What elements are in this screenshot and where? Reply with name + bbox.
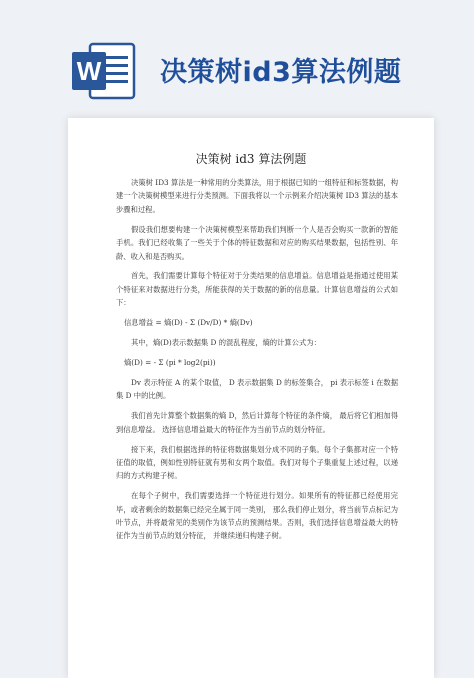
paragraph: 我们首先计算整个数据集的熵 D，然后计算每个特征的条件熵， 最后将它们相加得到信息增益。 选择信息增益最大的特征作为当前节点的划分特征。 — [116, 411, 398, 434]
document-page — [68, 118, 434, 678]
document-body — [116, 176, 398, 549]
paragraph: 假设我们想要构建一个决策树模型来帮助我们判断一个人是否会购买一款新的智能手机。我们已经收集了一些关于个体的特征数据和对应的购买结果数据，包括性别、年龄、收入和是否购买。 — [116, 224, 398, 261]
paragraph: 首先，我们需要计算每个特征对于分类结果的信息增益。信息增益是指通过使用某个特征来对数据进行分类，所能获得的关于数据的新的信息量。计算信息增益的公式如下： — [116, 271, 398, 308]
paragraph: 接下来，我们根据选择的特征将数据集划分成不同的子集。每个子集都对应一个特征值的取值，例如性别特征就有男和女两个取值。我们对每个子集重复上述过程，以递归的方式构建子树。 — [116, 444, 398, 481]
paragraph: 其中，熵(D)表示数据集 D 的混乱程度，熵的计算公式为： — [131, 338, 321, 348]
banner — [0, 0, 474, 120]
paragraph: 在每个子树中，我们需要选择一个特征进行划分。如果所有的特征都已经使用完毕，或者剩余的数据集已经完全属于同一类别， 那么我们停止划分，将当前节点标记为叶节点，并将最常见的类别作为该节点的预测结果。否则，我们选择信息增益最大的特征作为当前节点的划分特征， 并继续递归构建子树。 — [116, 491, 398, 541]
word-letter: W — [76, 56, 102, 86]
paragraph: 决策树 ID3 算法是一种常用的分类算法，用于根据已知的一组特征和标签数据，构建一个决策树模型来进行分类预测。下面我将以一个示例来介绍决策树 ID3 算法的基本步骤和过程。 — [116, 178, 398, 214]
word-document-icon — [70, 42, 136, 100]
paragraph: Dv 表示特征 A 的某个取值， D 表示数据集 D 的标签集合， pi 表示标签 i 在数据集 D 中的比例。 — [116, 377, 398, 401]
banner-title: 决策树id3算法例题 — [160, 57, 402, 88]
formula-information-gain: 信息增益 = 熵(D) - Σ (Dv/D) * 熵(Dv) — [124, 318, 253, 328]
document-title: 决策树 id3 算法例题 — [195, 152, 307, 166]
formula-entropy: 熵(D) = - Σ (pi * log2(pi)) — [124, 357, 216, 367]
